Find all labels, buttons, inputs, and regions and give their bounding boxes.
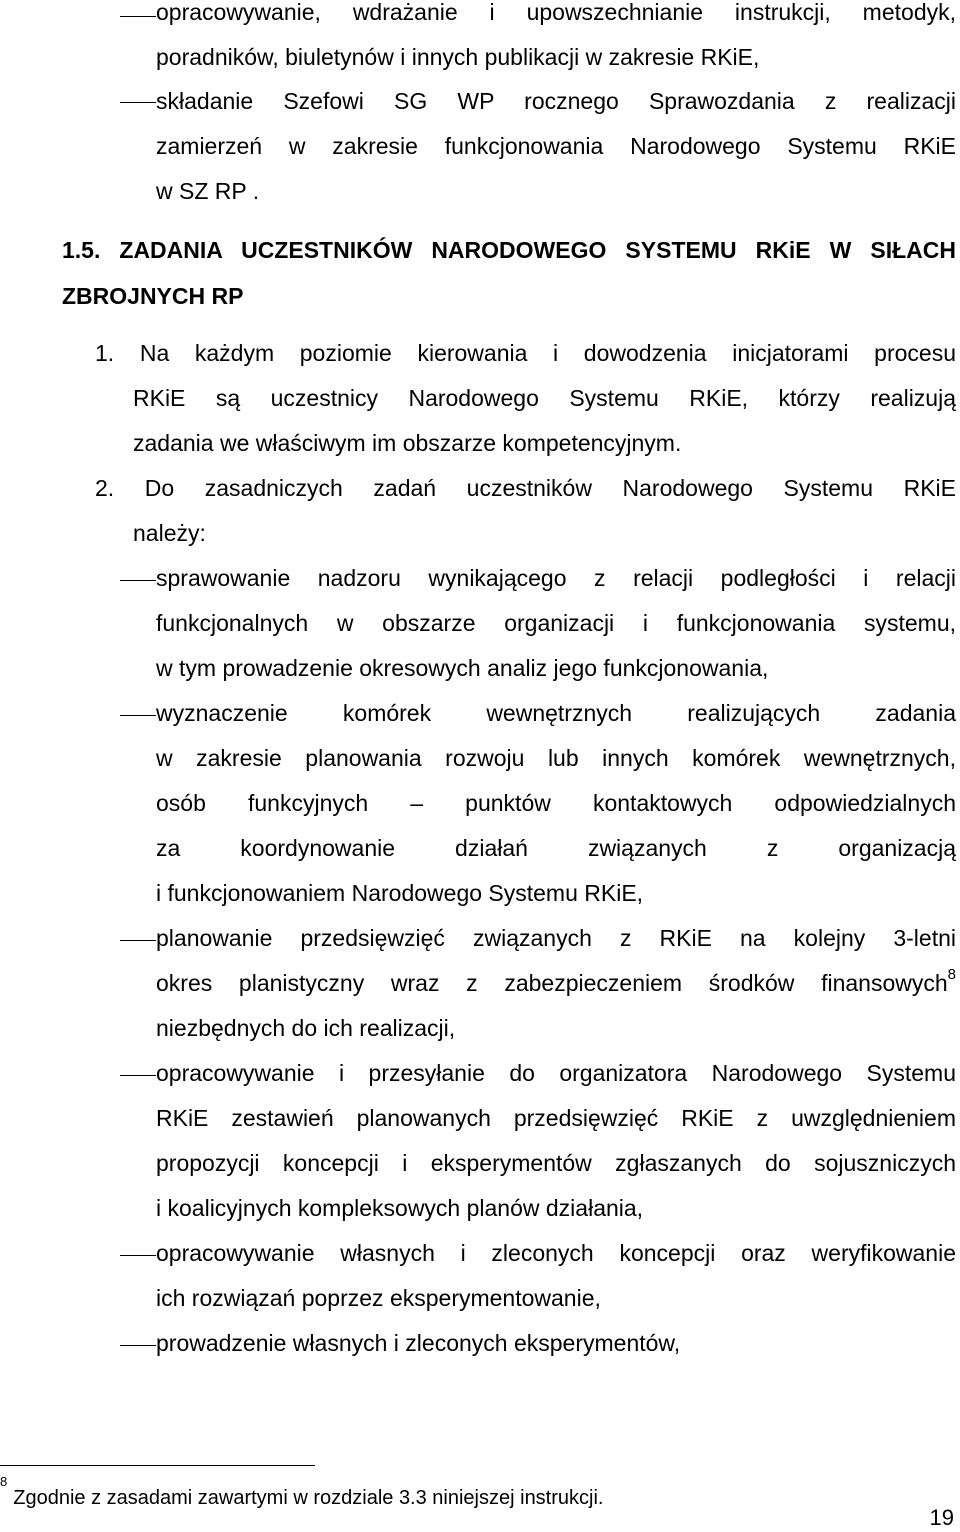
list-dash	[120, 102, 156, 103]
text-line: poradników, biuletynów i innych publikacji w zakresie RKiE,	[156, 44, 760, 70]
text-line: 1. Na każdym poziomie kierowania i dowodzenia inicjatorami procesu	[95, 340, 956, 366]
text-line: RKiE są uczestnicy Narodowego Systemu RKiE, którzy realizują	[133, 385, 956, 411]
text-line: wyznaczenie komórek wewnętrznych realizujących zadania	[156, 700, 956, 726]
text-line: zadania we właściwym im obszarze kompetencyjnym.	[133, 430, 682, 456]
text-line: i funkcjonowaniem Narodowego Systemu RKiE,	[156, 880, 644, 906]
list-dash	[120, 1345, 156, 1346]
footnote-text: Zgodnie z zasadami zawartymi w rozdziale 3.3 niniejszej instrukcji.	[13, 1486, 604, 1509]
text-line: prowadzenie własnych i zleconych eksperymentów,	[156, 1330, 681, 1356]
text-line: zamierzeń w zakresie funkcjonowania Narodowego Systemu RKiE	[156, 133, 956, 159]
footnote-mark: 8	[0, 1474, 8, 1489]
list-dash	[120, 1255, 156, 1256]
list-dash	[120, 1075, 156, 1076]
text-line: 2. Do zasadniczych zadań uczestników Narodowego Systemu RKiE	[95, 475, 956, 501]
text-line: w tym prowadzenie okresowych analiz jego funkcjonowania,	[156, 655, 769, 681]
text-line: należy:	[133, 520, 206, 546]
section-heading: 1.5. ZADANIA UCZESTNIKÓW NARODOWEGO SYSTEMU RKiE W SIŁACH	[62, 237, 956, 263]
text-line: osób funkcyjnych – punktów kontaktowych odpowiedzialnych	[156, 790, 956, 816]
text-line-content: okres planistyczny wraz z zabezpieczeniem środków finansowych	[156, 970, 948, 996]
page-number: 19	[929, 1505, 954, 1530]
text-line: opracowywanie i przesyłanie do organizatora Narodowego Systemu	[156, 1060, 956, 1086]
text-line: planowanie przedsięwzięć związanych z RKiE na kolejny 3-letni	[156, 925, 956, 951]
list-dash	[120, 940, 156, 941]
text-line: propozycji koncepcji i eksperymentów zgłaszanych do sojuszniczych	[156, 1150, 956, 1176]
text-line: funkcjonalnych w obszarze organizacji i funkcjonowania systemu,	[156, 610, 956, 636]
text-line: opracowywanie, wdrażanie i upowszechnianie instrukcji, metodyk,	[156, 0, 956, 25]
text-line: i koalicyjnych kompleksowych planów działania,	[156, 1195, 644, 1221]
list-dash	[120, 580, 156, 581]
list-dash	[120, 16, 156, 17]
text-line: RKiE zestawień planowanych przedsięwzięć RKiE z uwzględnieniem	[156, 1105, 956, 1131]
text-line: ich rozwiązań poprzez eksperymentowanie,	[156, 1285, 601, 1311]
text-line: za koordynowanie działań związanych z organizacją	[156, 835, 956, 861]
text-line: składanie Szefowi SG WP rocznego Sprawozdania z realizacji	[156, 88, 956, 114]
text-line: w zakresie planowania rozwoju lub innych komórek wewnętrznych,	[156, 745, 956, 771]
text-line: niezbędnych do ich realizacji,	[156, 1015, 456, 1041]
text-line: opracowywanie własnych i zleconych koncepcji oraz weryfikowanie	[156, 1240, 956, 1266]
text-line: sprawowanie nadzoru wynikającego z relacji podległości i relacji	[156, 565, 956, 591]
footnote-separator	[0, 1465, 315, 1466]
text-line: w SZ RP .	[156, 178, 260, 204]
footnote	[0, 1474, 604, 1510]
list-dash	[120, 715, 156, 716]
section-heading: ZBROJNYCH RP	[62, 283, 244, 309]
footnote-reference: 8	[947, 966, 956, 983]
text-line	[156, 968, 956, 998]
